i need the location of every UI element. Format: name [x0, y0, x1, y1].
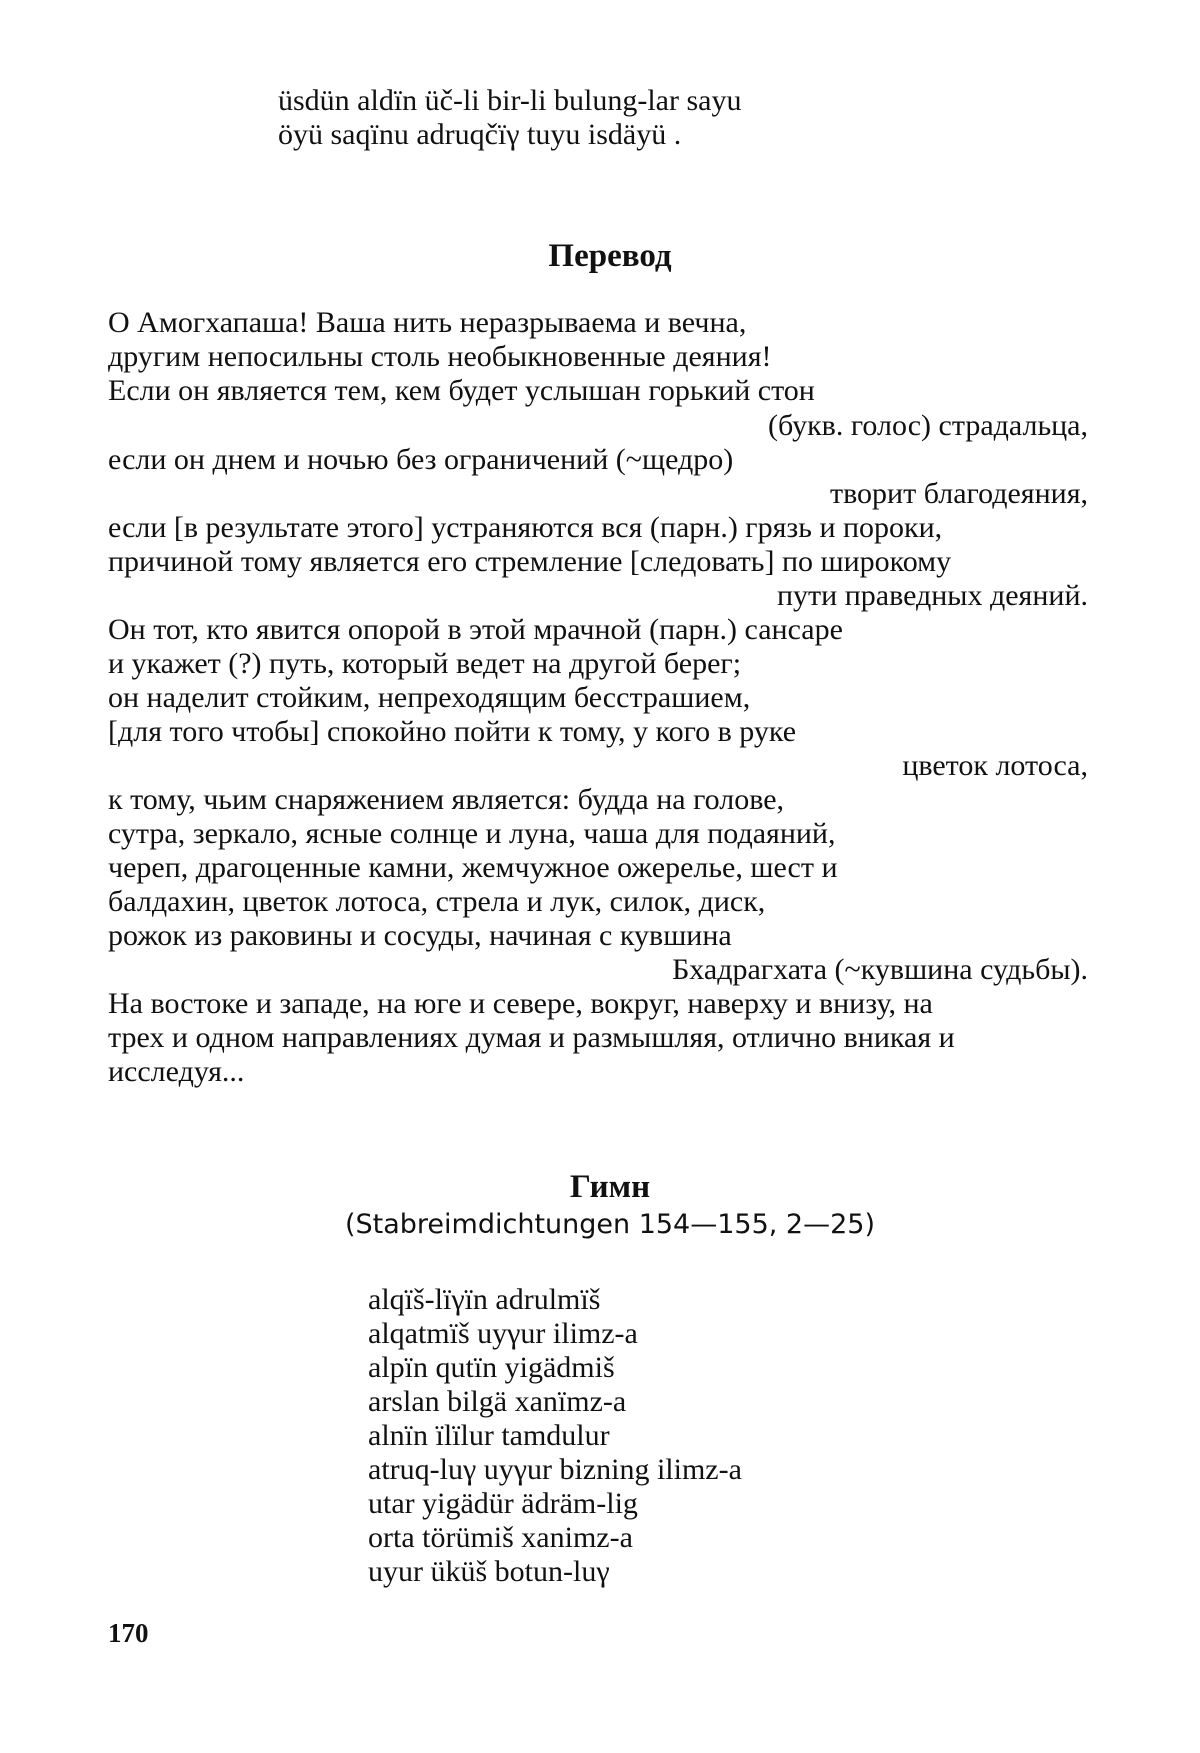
- translation-line: На востоке и западе, на юге и севере, вокруг, наверху и внизу, на: [108, 987, 933, 1020]
- translation-line: рожок из раковины и сосуды, начиная с кувшина: [108, 919, 732, 952]
- translation-line: Бхадрагхата (~кувшина судьбы).: [672, 953, 1088, 986]
- translation-line: О Амогхапаша! Ваша нить неразрываема и вечна,: [108, 306, 747, 339]
- translation-line: [для того чтобы] спокойно пойти к тому, у кого в руке: [108, 715, 797, 748]
- hymn-source: (Stabreimdichtungen 154—155, 2—25): [344, 1209, 876, 1240]
- translation-line: исследуя...: [108, 1055, 245, 1088]
- translation-line: череп, драгоценные камни, жемчужное ожерелье, шест и: [108, 851, 838, 884]
- hymn-line: arslan bilgä xanïmz-a: [368, 1385, 627, 1418]
- hymn-line: atruq-luγ uyγur bizning ilimz-a: [368, 1453, 742, 1486]
- translation-line: если [в результате этого] устраняются вся (парн.) грязь и пороки,: [108, 511, 943, 544]
- translation-line: причиной тому является его стремление [следовать] по широкому: [108, 545, 952, 578]
- translation-heading: Перевод: [548, 238, 672, 274]
- translation-line: балдахин, цветок лотоса, стрела и лук, силок, диск,: [108, 885, 766, 918]
- hymn-line: alpïn qutïn yigädmiš: [368, 1351, 615, 1384]
- hymn-heading: Гимн: [569, 1169, 651, 1205]
- translation-line: (букв. голос) страдальца,: [767, 409, 1088, 442]
- translation-line: цветок лотоса,: [902, 749, 1088, 782]
- page-number: 170: [108, 1618, 149, 1648]
- translation-line: он наделит стойким, непреходящим бесстрашием,: [108, 681, 751, 714]
- hymn-line: utar yigädür ädräm-lig: [368, 1487, 638, 1520]
- translation-line: и укажет (?) путь, который ведет на другой берег;: [108, 647, 742, 680]
- hymn-line: alqatmïš uyγur ilimz-a: [368, 1317, 638, 1350]
- hymn-line: orta törümiš xanimz-a: [368, 1521, 633, 1554]
- verse-line: üsdün aldïn üč-li bir-li bulung-lar sayu: [278, 84, 742, 117]
- translation-line: пути праведных деяний.: [776, 579, 1088, 612]
- verse-line: öyü saqïnu adruqčïγ tuyu isdäyü .: [278, 118, 682, 151]
- translation-line: трех и одном направлениях думая и размышляя, отлично вникая и: [108, 1021, 955, 1054]
- hymn-line: uyur üküš botun-luγ: [368, 1555, 610, 1588]
- translation-line: Он тот, кто явится опорой в этой мрачной (парн.) сансаре: [108, 613, 843, 646]
- translation-line: Если он является тем, кем будет услышан горький стон: [108, 374, 815, 407]
- translation-line: если он днем и ночью без ограничений (~щедро): [108, 443, 734, 476]
- hymn-line: alqïš-lïγïn adrulmïš: [368, 1283, 601, 1316]
- translation-line: творит благодеяния,: [829, 477, 1088, 510]
- translation-line: к тому, чьим снаряжением является: будда на голове,: [108, 783, 785, 816]
- translation-line: другим непосильны столь необыкновенные деяния!: [108, 340, 772, 373]
- translation-line: сутра, зеркало, ясные солнце и луна, чаша для подаяний,: [108, 817, 836, 850]
- hymn-line: alnïn ïlïlur tamdulur: [368, 1419, 610, 1452]
